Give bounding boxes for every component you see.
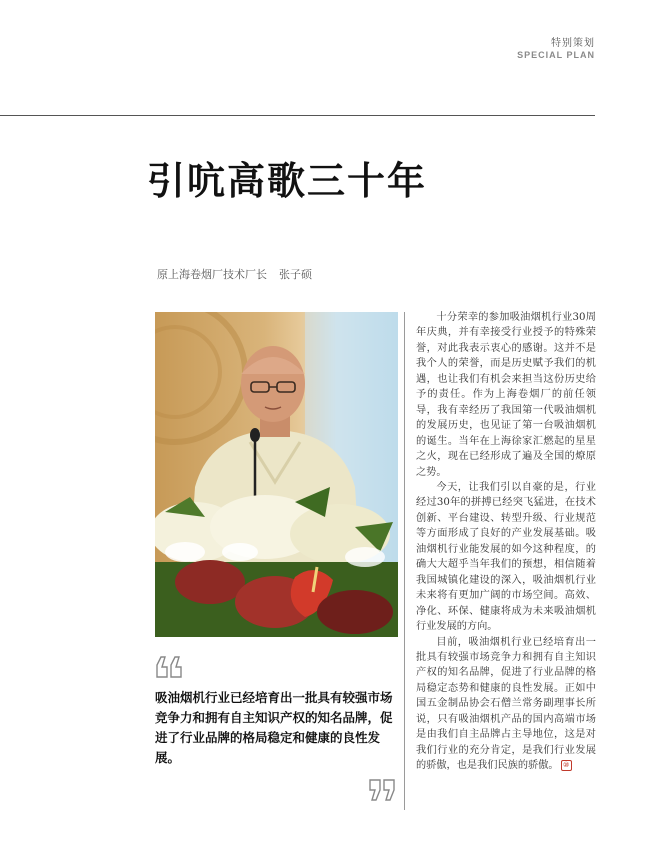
column-divider — [404, 312, 405, 810]
author-role: 原上海卷烟厂技术厂长 — [157, 268, 267, 281]
paragraph-3 — [416, 635, 596, 774]
section-label-cn: 特别策划 — [551, 38, 595, 49]
section-label-en: SPECIAL PLAN — [517, 50, 595, 60]
speaker-photo-illustration — [155, 312, 398, 637]
pull-quote: 吸油烟机行业已经培育出一批具有较强市场竞争力和拥有自主知识产权的知名品牌，促进了行业品牌的格局稳定和健康的良性发展。 — [155, 690, 393, 765]
paragraph-3-text: 目前，吸油烟机行业已经培育出一批具有较强市场竞争力和拥有自主知识产权的知名品牌，促进了行业品牌的格局稳定态势和健康的良性发展。正如中国五金制品协会石僧兰常务副理事长所说，只有吸油烟机产品的国内高端市场是由我们自主品牌占主导地位，这是对我们行业的充分肯定，是我们行业发展的骄傲，也是我们民族的骄傲。 — [416, 636, 596, 772]
end-of-article-icon: ⑩ — [561, 760, 572, 771]
quote-close-icon — [366, 778, 396, 802]
author-name: 张子硕 — [279, 268, 312, 281]
quote-open-icon — [155, 655, 185, 679]
paragraph-2: 今天，让我们引以自豪的是，行业经过30年的拼搏已经突飞猛进，在技术创新、平台建设、转型升级、行业规范等方面形成了良好的产业发展基础。吸油烟机行业能发展的如今这种程度，的确大大超乎当年我们的预想，相信随着我国城镇化建设的深入，吸油烟机行业未来将有更加广阔的市场空间。高效、净化、环保、健康将成为未来吸油烟机行业发展的方向。 — [416, 481, 596, 633]
article-body — [416, 310, 596, 774]
paragraph-1: 十分荣幸的参加吸油烟机行业30周年庆典，并有幸接受行业授予的特殊荣誉，对此我表示衷心的感谢。这并不是我个人的荣誉，而是历史赋予我们的机遇，也让我们有机会来担当这份历史给予的责任。作为上海卷烟厂的前任领导，我有幸经历了我国第一代吸油烟机的发展历史，也见证了第一台吸油烟机的诞生。当年在上海徐家汇燃起的星星之火，现在已经形成了遍及全国的燎原之势。 — [416, 312, 596, 478]
speaker-photo — [155, 312, 398, 637]
article-title: 引吭高歌三十年 — [147, 158, 428, 203]
header-rule — [0, 115, 595, 116]
byline — [157, 266, 312, 282]
